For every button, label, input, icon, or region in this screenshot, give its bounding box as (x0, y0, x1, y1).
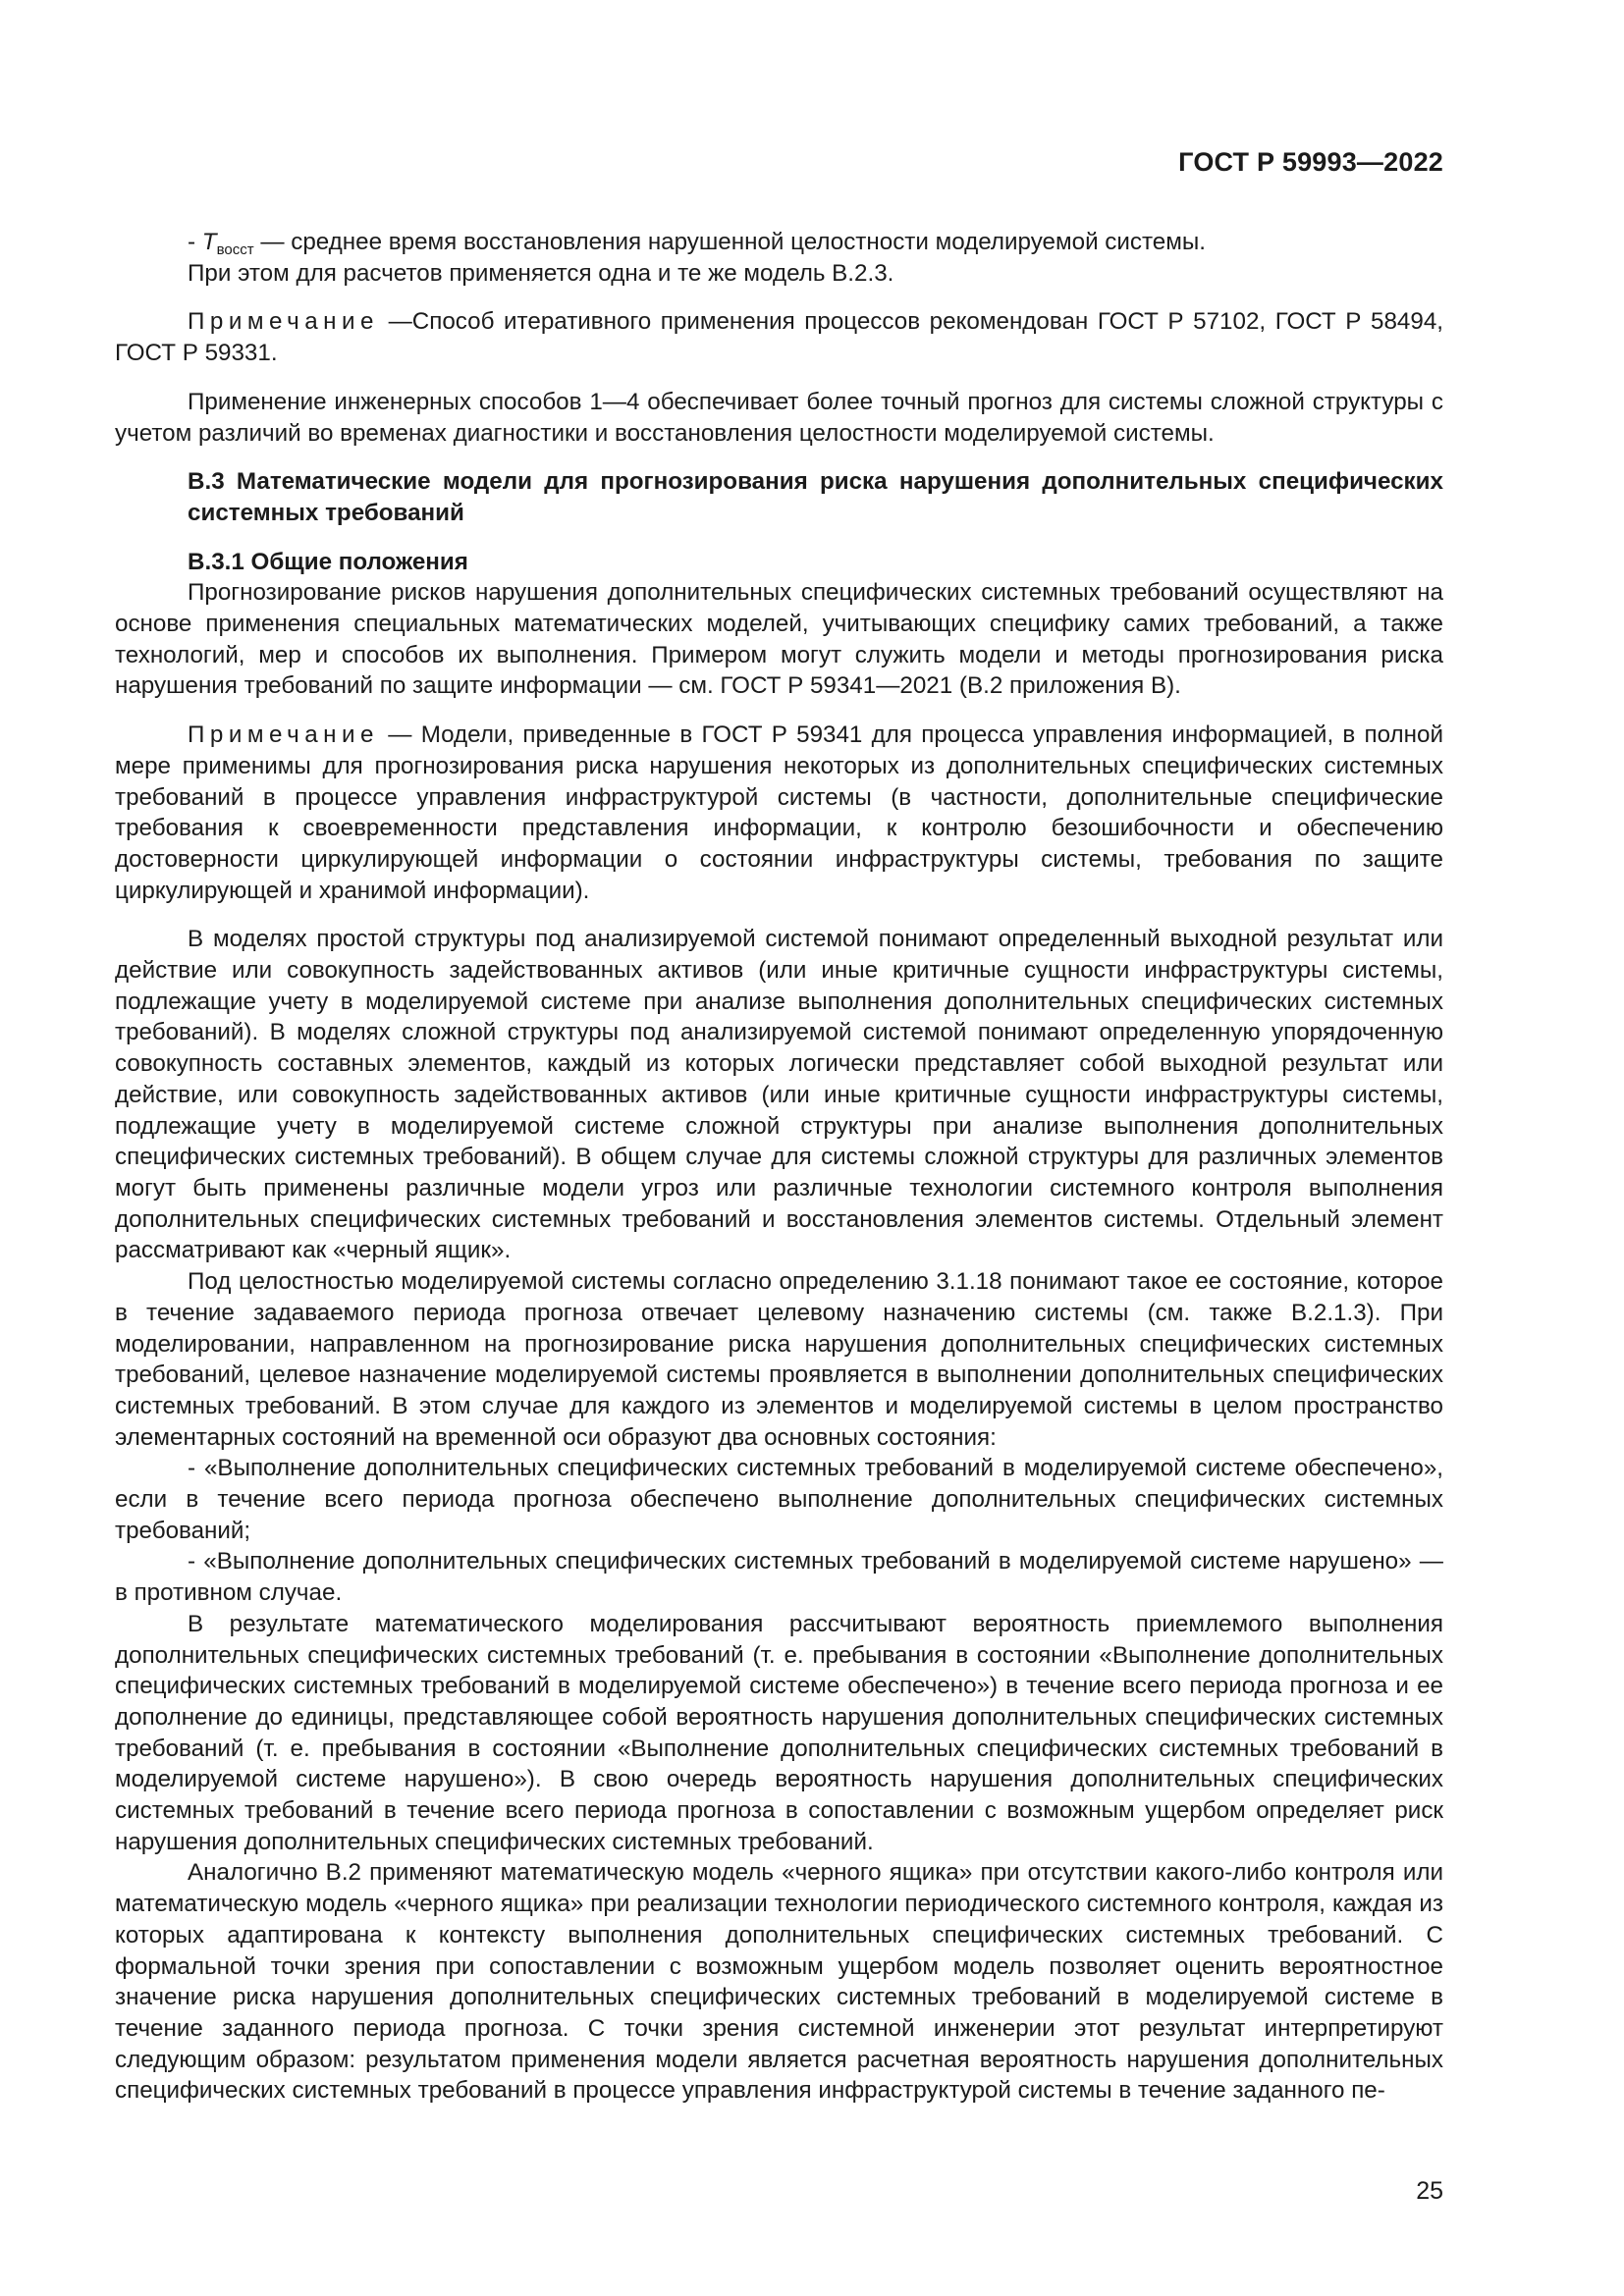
paragraph-model-note: При этом для расчетов применяется одна и те же модель В.2.3. (188, 259, 894, 287)
paragraph-risk-forecast: Прогнозирование рисков нарушения дополнительных специфических системных требований осуществляют на основе применения специальных математических моделей, учитывающих специфику самих требований, а также технологий, мер и способов их выполнения. Примером могут служить модели и методы прогнозирования риска нарушения требований по защите информации — см. ГОСТ Р 59341—2021 (В.2 приложения В). (115, 579, 1443, 700)
variable-definition: — среднее время восстановления нарушенной целостности моделируемой системы. (253, 229, 1206, 255)
paragraph-engineering-methods: Применение инженерных способов 1—4 обеспечивает более точный прогноз для системы сложной структуры с учетом различий во временах диагностики и восстановления целостности моделируемой системы. (115, 388, 1443, 447)
subsection-heading-b31: В.3.1 Общие положения (188, 548, 468, 575)
note-text: —Способ итеративного применения процессов рекомендован ГОСТ Р 57102, ГОСТ Р 58494, ГОСТ Р 59331. (115, 308, 1443, 367)
paragraph-t-restore (115, 227, 1443, 258)
paragraph-modeling-result: В результате математического моделирования рассчитывают вероятность приемлемого выполнения дополнительных специфических системных требований (т. е. пребывания в состоянии «Выполнение дополнительных специфических системных требований в моделируемой системе обеспечено») в течение всего периода прогноза и ее дополнение до единицы, представляющее собой вероятность нарушения дополнительных специфических системных требований (т. е. пребывания в состоянии «Выполнение дополнительных специфических системных требований в моделируемой системе нарушено»). В свою очередь вероятность нарушения дополнительных специфических системных требований в течение всего периода прогноза в сопоставлении с возможным ущербом определяет риск нарушения дополнительных специфических системных требований. (115, 1610, 1443, 1855)
note-label: Примечание (188, 721, 379, 749)
paragraph-integrity: Под целостностью моделируемой системы согласно определению 3.1.18 понимают такое ее состояние, которое в течение задаваемого периода прогноза отвечает целевому назначению системы (см. также В.2.1.3). При моделировании, направленном на прогнозирование риска нарушения дополнительных специфических системных требований, целевое назначение моделируемой системы проявляется в выполнении дополнительных специфических системных требований. В этом случае для каждого из элементов и моделируемой системы в целом пространство элементарных состояний на временной оси образуют два основных состояния: (115, 1268, 1443, 1451)
variable-subscript: восст (216, 241, 254, 258)
document-body (115, 227, 1443, 2107)
variable-t: T (201, 229, 217, 255)
note-iterative (115, 306, 1443, 368)
note-text: — Модели, приведенные в ГОСТ Р 59341 для процесса управления информацией, в полной мере применимы для прогнозирования риска нарушения некоторых из дополнительных специфических системных требований в процессе управления инфраструктурой системы (в частности, дополнительные специфические требования к своевременности представления информации, к контролю безошибочности и обеспечению достоверности циркулирующей информации о состоянии инфраструктуры системы, требования по защите циркулирующей и хранимой информации). (115, 721, 1443, 904)
page-number: 25 (1416, 2177, 1443, 2205)
list-dash: - (188, 229, 196, 255)
note-models (115, 720, 1443, 906)
list-item-state-ensured: - «Выполнение дополнительных специфических системных требований в моделируемой системе обеспечено», если в течение всего периода прогноза обеспечено выполнение дополнительных специфических системных требований; (115, 1455, 1443, 1544)
list-item-state-violated: - «Выполнение дополнительных специфических системных требований в моделируемой системе нарушено» — в противном случае. (115, 1548, 1443, 1607)
standard-designation: ГОСТ Р 59993—2022 (1178, 147, 1443, 177)
section-heading-b3: В.3 Математические модели для прогнозирования риска нарушения дополнительных специфических системных требований (188, 468, 1443, 526)
paragraph-structure-models: В моделях простой структуры под анализируемой системой понимают определенный выходной результат или действие или совокупность задействованных активов (или иные критичные сущности инфраструктуры системы, подлежащие учету в моделируемой системе при анализе выполнения дополнительных специфических системных требований). В моделях сложной структуры под анализируемой системой понимают определенную упорядоченную совокупность составных элементов, каждый из которых логически представляет собой выходной результат или действие, или совокупность задействованных активов (или иные критичные сущности инфраструктуры системы, подлежащие учету в моделируемой системе сложной структуры при анализе выполнения дополнительных специфических системных требований). В общем случае для системы сложной структуры для различных элементов могут быть применены различные модели угроз или различные технологии системного контроля выполнения дополнительных специфических системных требований и восстановления элементов системы. Отдельный элемент рассматривают как «черный ящик». (115, 926, 1443, 1264)
note-label: Примечание (188, 308, 379, 336)
paragraph-black-box: Аналогично В.2 применяют математическую модель «черного ящика» при отсутствии какого-либо контроля или математическую модель «черного ящика» при реализации технологии периодического системного контроля, каждая из которых адаптирована к контексту выполнения дополнительных специфических системных требований. С формальной точки зрения при сопоставлении с возможным ущербом модель позволяет оценить вероятностное значение риска нарушения дополнительных специфических системных требований в моделируемой системе в течение заданного периода прогноза. С точки зрения системной инженерии этот результат интерпретируют следующим образом: результатом применения модели является расчетная вероятность нарушения дополнительных специфических системных требований в процессе управления инфраструктурой системы в течение заданного пе- (115, 1859, 1443, 2105)
